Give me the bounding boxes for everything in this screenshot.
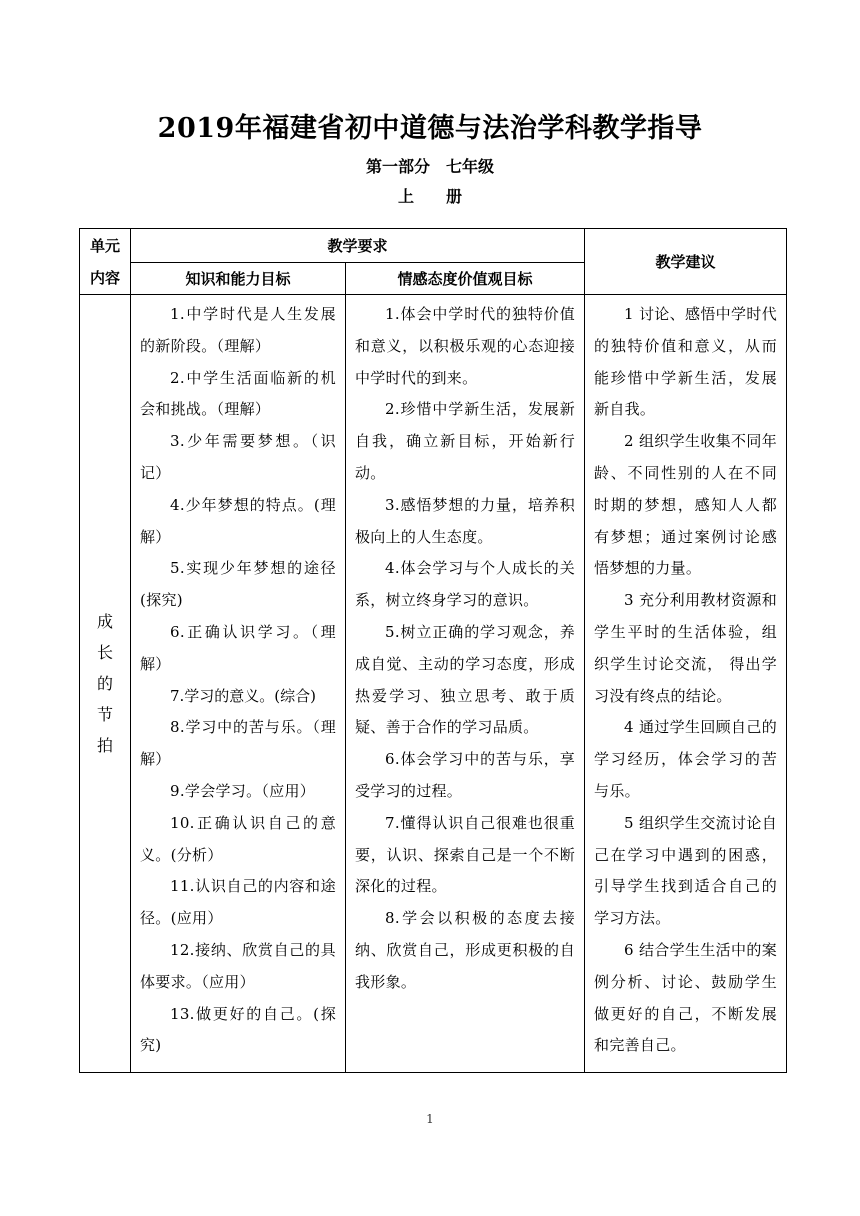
unit-title-cell	[80, 295, 131, 1073]
knowledge-item: 8.学习中的苦与乐。（理解）	[140, 718, 336, 769]
teaching-guide-table	[79, 228, 787, 1073]
requirements-header: 教学要求	[131, 229, 585, 263]
section-heading: 第一部分 七年级	[365, 157, 494, 176]
suggestion-item: 2 组织学生收集不同年龄、不同性别的人在不同时期的梦想，感知人人都有梦想；通过案例讨论感悟梦想的力量。	[594, 432, 778, 578]
suggestion-item: 5 组织学生交流讨论自己在学习中遇到的困惑，引导学生找到适合自己的学习方法。	[594, 813, 778, 928]
emotion-header: 情感态度价值观目标	[346, 263, 585, 295]
knowledge-item: 3.少年需要梦想。（识记）	[140, 432, 336, 482]
unit-char: 的	[96, 674, 113, 694]
knowledge-item: 6.正确认识学习。（理解）	[140, 622, 336, 673]
knowledge-item: 5.实现少年梦想的途径 (探究)	[140, 559, 336, 610]
emotion-item: 5.树立正确的学习观念，养成自觉、主动的学习态度，形成热爱学习、独立思考、敢于质疑、善于合作的学习品质。	[355, 622, 576, 737]
unit-header-line2: 内容	[89, 268, 120, 287]
knowledge-item: 12.接纳、欣赏自己的具体要求。（应用）	[140, 940, 336, 991]
emotion-item: 8.学会以积极的态度去接纳、欣赏自己，形成更积极的自我形象。	[355, 909, 576, 991]
unit-header-line1: 单元	[89, 236, 120, 255]
emotion-item: 2.珍惜中学新生活，发展新自我，确立新目标，开始新行动。	[355, 400, 576, 482]
knowledge-header: 知识和能力目标	[131, 263, 346, 295]
knowledge-item: 10.正确认识自己的意义。(分析）	[140, 813, 336, 864]
header-row-top	[80, 229, 787, 263]
emotion-item: 6.体会学习中的苦与乐，享受学习的过程。	[355, 750, 576, 800]
suggestion-item: 6 结合学生生活中的案例分析、讨论、鼓励学生做更好的自己，不断发展和完善自己。	[594, 940, 778, 1055]
document-title: 2019年福建省初中道德与法治学科教学指导	[157, 113, 703, 144]
emotion-item: 7.懂得认识自己很难也很重要，认识、探索自己是一个不断深化的过程。	[355, 813, 576, 896]
content-row	[80, 295, 787, 1073]
knowledge-item: 11.认识自己的内容和途径。(应用）	[140, 877, 336, 928]
suggestions-cell	[585, 295, 787, 1073]
knowledge-cell	[131, 295, 346, 1073]
unit-content-header	[80, 229, 131, 295]
emotion-item: 1.体会中学时代的独特价值和意义，以积极乐观的心态迎接中学时代的到来。	[355, 305, 576, 387]
knowledge-item: 4.少年梦想的特点。(理解）	[140, 495, 336, 546]
emotion-item: 3.感悟梦想的力量，培养积极向上的人生态度。	[355, 495, 576, 546]
emotion-item: 4.体会学习与个人成长的关系，树立终身学习的意识。	[355, 559, 576, 610]
knowledge-item: 9.学会学习。（应用）	[170, 781, 316, 800]
suggestions-header: 教学建议	[585, 229, 787, 295]
unit-char: 拍	[96, 736, 113, 756]
emotion-cell	[346, 295, 585, 1073]
knowledge-item: 13.做更好的自己。(探究)	[140, 1004, 336, 1055]
page-number: 1	[426, 1112, 434, 1126]
unit-char: 长	[96, 643, 113, 663]
knowledge-item: 7.学习的意义。(综合)	[170, 686, 317, 705]
suggestion-item: 3 充分利用教材资源和学生平时的生活体验，组织学生讨论交流， 得出学习没有终点的结论。	[594, 591, 778, 705]
unit-char: 节	[96, 705, 113, 725]
unit-char: 成	[96, 612, 113, 632]
suggestion-item: 4 通过学生回顾自己的学习经历，体会学习的苦与乐。	[594, 718, 778, 800]
knowledge-item: 2.中学生活面临新的机会和挑战。（理解）	[140, 368, 336, 419]
volume-heading: 上 册	[397, 187, 462, 206]
suggestion-item: 1 讨论、感悟中学时代的独特价值和意义，从而能珍惜中学新生活，发展新自我。	[594, 305, 778, 419]
knowledge-item: 1.中学时代是人生发展的新阶段。（理解）	[140, 305, 336, 355]
